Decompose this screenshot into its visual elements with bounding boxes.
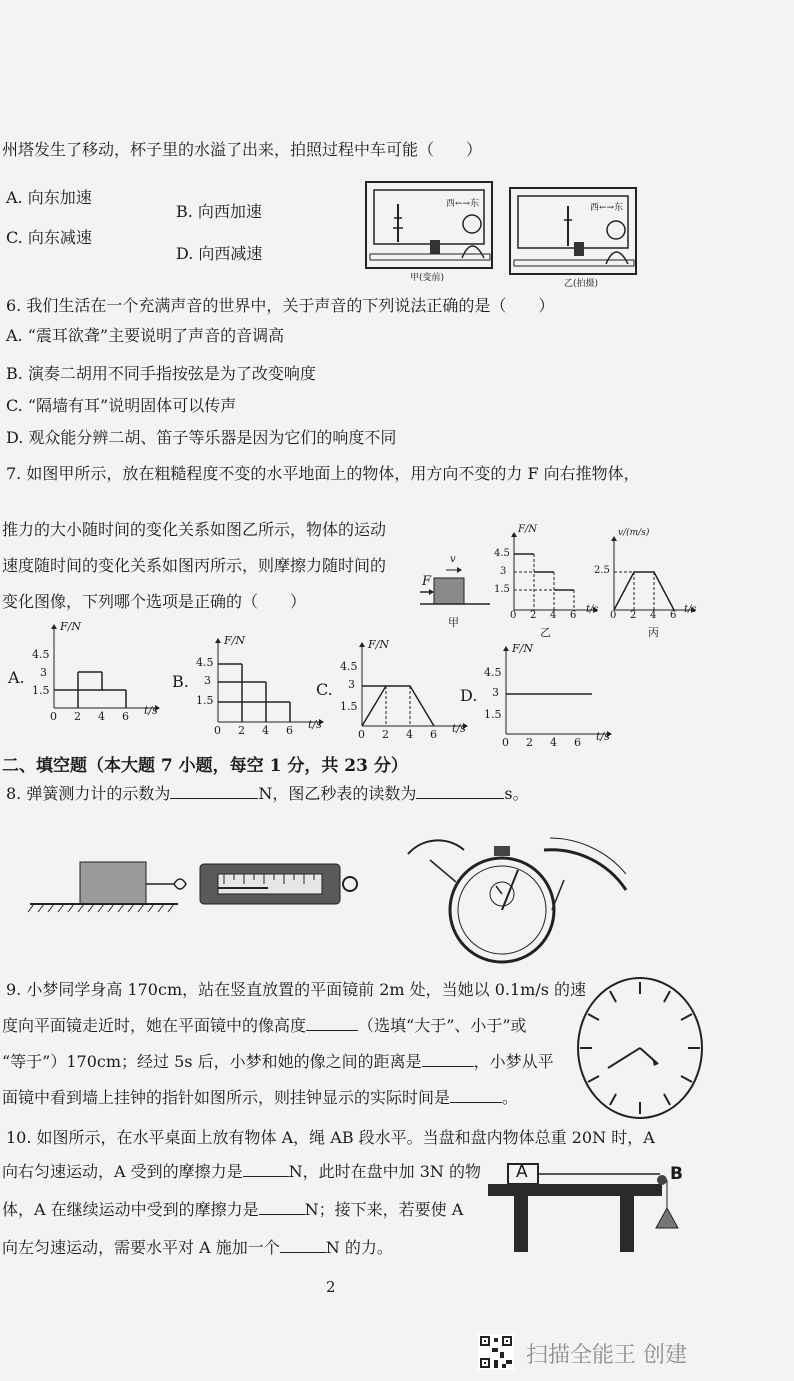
q6-option-c: C. “隔墙有耳”说明固体可以传声	[6, 396, 237, 415]
q7-force-label: F	[422, 574, 432, 589]
q10-line-3a: 体，A 在继续运动中受到的摩擦力是	[2, 1200, 259, 1219]
q9-line-2	[2, 1016, 527, 1036]
q7-opt-d-xlabel: t/s	[596, 730, 610, 743]
q10-line-2	[2, 1162, 481, 1182]
q7-opt-a-t2: 2	[74, 710, 81, 723]
q9-line-3	[2, 1052, 554, 1072]
q7-opt-b-t0: 0	[214, 724, 221, 737]
q7-yi-t0: 0	[510, 610, 517, 621]
q5-option-c: C. 向东减速	[6, 228, 92, 247]
q7-opt-a-tick-45: 4.5	[32, 648, 50, 661]
q9-blank-1[interactable]	[306, 1030, 358, 1031]
q7-line-1: 7. 如图甲所示，放在粗糙程度不变的水平地面上的物体，用方向不变的力 F 向右推物体，	[6, 464, 640, 483]
q5-option-a: A. 向东加速	[6, 188, 92, 207]
q9-line-2a: 度向平面镜走近时，她在平面镜中的像高度	[2, 1016, 307, 1035]
q7-bing-t0: 0	[610, 610, 617, 621]
q6-option-b: B. 演奏二胡用不同手指按弦是为了改变响度	[6, 364, 316, 383]
q7-opt-a-tick-15: 1.5	[32, 684, 50, 697]
q7-opt-a-t6: 6	[122, 710, 129, 723]
q7-opt-d-tick-3: 3	[492, 686, 499, 699]
q7-bing-t6: 6	[670, 610, 677, 621]
q5-option-b: B. 向西加速	[176, 202, 262, 221]
q8-part-3: s。	[504, 784, 529, 803]
q10-label-b: B	[670, 1164, 683, 1184]
q9-line-4b: 。	[502, 1088, 519, 1107]
q9-line-3a: “等于”）170cm；经过 5s 后，小梦和她的像之间的距离是	[2, 1052, 422, 1071]
q10-line-4b: N 的力。	[325, 1238, 393, 1257]
q7-opt-a-t0: 0	[50, 710, 57, 723]
q7-opt-c-tick-3: 3	[348, 678, 355, 691]
q7-opt-b-tick-15: 1.5	[196, 694, 214, 707]
q7-opt-b-ylabel: F/N	[224, 634, 245, 647]
q7-caption-bing: 丙	[648, 626, 659, 639]
q7-yi-xlabel: t/s	[586, 604, 599, 615]
q10-line-4a: 向左匀速运动，需要水平对 A 施加一个	[2, 1238, 280, 1257]
q10-line-3b: N；接下来，若要使 A	[304, 1200, 464, 1219]
q7-line-2: 推力的大小随时间的变化关系如图乙所示，物体的运动	[2, 520, 387, 539]
q7-opt-a-t4: 4	[98, 710, 105, 723]
q10-line-3	[2, 1200, 463, 1220]
q10-line-4	[2, 1238, 393, 1258]
q7-yi-tick-45: 4.5	[494, 548, 510, 559]
q5-figure-yi	[508, 186, 640, 289]
q7-opt-d-t4: 4	[550, 736, 557, 749]
q7-velocity-label: v	[450, 554, 456, 565]
q7-opt-d-tick-15: 1.5	[484, 708, 502, 721]
q9-blank-2[interactable]	[422, 1066, 474, 1067]
q10-table-figure	[484, 1158, 684, 1258]
q7-bing-tick-25: 2.5	[594, 565, 610, 576]
q8-blank-2[interactable]	[416, 798, 504, 799]
page-number: 2	[326, 1278, 336, 1296]
q7-opt-c-t2: 2	[382, 728, 389, 741]
q7-yi-t6: 6	[570, 610, 577, 621]
q7-opt-d-t0: 0	[502, 736, 509, 749]
q10-blank-2[interactable]	[259, 1214, 305, 1215]
q9-line-3b: ，小梦从平	[473, 1052, 554, 1071]
q8-part-2: N，图乙秒表的读数为	[258, 784, 417, 803]
q7-opt-d-tick-45: 4.5	[484, 666, 502, 679]
q7-figure-jia	[420, 554, 492, 630]
q5-caption-yi: 乙(拍摄)	[564, 279, 599, 289]
q7-opt-d-ylabel: F/N	[512, 642, 533, 655]
q9-mirror-clock	[574, 974, 706, 1120]
q10-line-2b: N，此时在盘中加 3N 的物	[288, 1162, 482, 1181]
q5-stem-tail: 州塔发生了移动，杯子里的水溢了出来，拍照过程中车可能（ ）	[2, 140, 483, 159]
q7-yi-tick-3: 3	[500, 566, 507, 577]
q7-bing-ylabel: v/(m/s)	[618, 528, 650, 538]
q9-line-1: 9. 小梦同学身高 170cm，站在竖直放置的平面镜前 2m 处，当她以 0.1m/s 的速	[6, 980, 587, 999]
q8-spring-scale-figure	[28, 858, 368, 918]
q7-opt-b-tick-3: 3	[204, 674, 211, 687]
q8-part-1: 8. 弹簧测力计的示数为	[6, 784, 171, 803]
q10-line-1: 10. 如图所示，在水平桌面上放有物体 A，绳 AB 段水平。当盘和盘内物体总重 20N 时，A	[6, 1128, 655, 1147]
q7-opt-b-t2: 2	[238, 724, 245, 737]
q7-opt-b-t6: 6	[286, 724, 293, 737]
q7-opt-b-label: B.	[172, 672, 189, 691]
q7-opt-c-t6: 6	[430, 728, 437, 741]
q10-line-2a: 向右匀速运动，A 受到的摩擦力是	[2, 1162, 243, 1181]
q5-caption-jia: 甲(变前)	[410, 273, 445, 283]
q10-label-a: A	[516, 1162, 528, 1182]
q7-caption-jia: 甲	[448, 616, 459, 629]
q7-opt-b-xlabel: t/s	[308, 718, 322, 731]
q7-opt-c-xlabel: t/s	[452, 722, 466, 735]
q8-text	[6, 784, 529, 804]
q5-west-east-label-2: 西←→东	[590, 203, 624, 213]
q8-stopwatch-figure	[404, 830, 630, 970]
q7-opt-c-tick-15: 1.5	[340, 700, 358, 713]
q7-bing-xlabel: t/s	[684, 604, 697, 615]
q7-opt-a-ylabel: F/N	[60, 620, 81, 633]
q7-opt-c-label: C.	[316, 680, 333, 699]
q7-bing-t2: 2	[630, 610, 637, 621]
q10-blank-3[interactable]	[280, 1252, 326, 1253]
q6-option-a: A. “震耳欲聋”主要说明了声音的音调高	[6, 326, 285, 345]
qr-code-icon	[478, 1334, 514, 1370]
scanner-watermark: 扫描全能王 创建	[526, 1343, 687, 1368]
q7-opt-d-t6: 6	[574, 736, 581, 749]
q7-opt-c-t4: 4	[406, 728, 413, 741]
q7-caption-yi: 乙	[540, 626, 551, 639]
q7-figure-bing	[594, 528, 700, 639]
q7-line-4: 变化图像，下列哪个选项是正确的（ ）	[2, 592, 307, 611]
q9-blank-3[interactable]	[450, 1102, 502, 1103]
q7-bing-t4: 4	[650, 610, 657, 621]
q5-west-east-label: 西←→东	[446, 199, 480, 209]
q5-figure-jia	[364, 178, 496, 284]
q9-line-2b: （选填“大于”、小于”或	[358, 1016, 527, 1035]
q7-opt-d-t2: 2	[526, 736, 533, 749]
q7-opt-c-tick-45: 4.5	[340, 660, 358, 673]
q7-line-3: 速度随时间的变化关系如图丙所示，则摩擦力随时间的	[2, 556, 387, 575]
q6-stem: 6. 我们生活在一个充满声音的世界中，关于声音的下列说法正确的是（ ）	[6, 296, 555, 315]
q7-yi-ylabel: F/N	[518, 524, 538, 535]
q10-blank-1[interactable]	[243, 1176, 289, 1177]
section-2-title: 二、填空题（本大题 7 小题，每空 1 分，共 23 分）	[2, 756, 408, 776]
q9-line-4	[2, 1088, 518, 1108]
q7-opt-b-t4: 4	[262, 724, 269, 737]
q7-opt-b-tick-45: 4.5	[196, 656, 214, 669]
q7-opt-c-ylabel: F/N	[368, 638, 389, 651]
q5-option-d: D. 向西减速	[176, 244, 263, 263]
q7-opt-a-tick-3: 3	[40, 666, 47, 679]
q7-opt-a-xlabel: t/s	[144, 704, 158, 717]
q6-option-d: D. 观众能分辨二胡、笛子等乐器是因为它们的响度不同	[6, 428, 397, 447]
q9-line-4a: 面镜中看到墙上挂钟的指针如图所示，则挂钟显示的实际时间是	[2, 1088, 451, 1107]
q7-yi-t4: 4	[550, 610, 557, 621]
q7-opt-d-label: D.	[460, 686, 478, 705]
q7-figure-yi	[492, 524, 602, 639]
q7-opt-c-t0: 0	[358, 728, 365, 741]
q7-opt-a-label: A.	[8, 668, 25, 687]
q7-yi-tick-15: 1.5	[494, 584, 510, 595]
q8-blank-1[interactable]	[170, 798, 258, 799]
q7-yi-t2: 2	[530, 610, 537, 621]
